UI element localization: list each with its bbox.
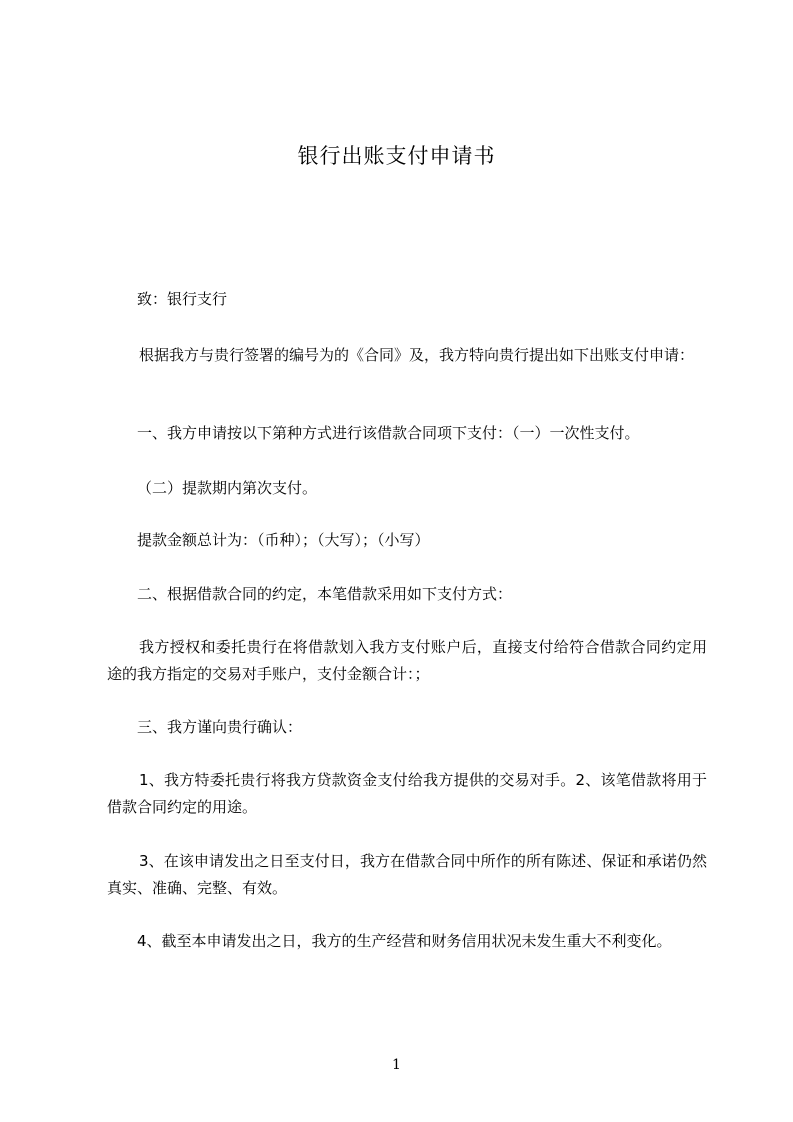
salutation: 致：银行支行 xyxy=(137,290,228,308)
confirmation-item-1-2: 1、我方特委托贵行将我方贷款资金支付给我方提供的交易对手。2、该笔借款将用于借款合同约定的用途。 xyxy=(107,771,707,816)
confirmation-item-3: 3、在该申请发出之日至支付日，我方在借款合同中所作的所有陈述、保证和承诺仍然真实、准确、完整、有效。 xyxy=(107,852,707,897)
section-three-paragraph: 三、我方谨向贵行确认： xyxy=(137,718,303,736)
confirmation-item-4: 4、截至本申请发出之日，我方的生产经营和财务信用状况未发生重大不利变化。 xyxy=(137,932,672,950)
amount-paragraph: 提款金额总计为：（币种）；（大写）；（小写） xyxy=(137,531,430,549)
document-title: 银行出账支付申请书 xyxy=(297,144,496,168)
intro-paragraph: 根据我方与贵行签署的编号为的《合同》及，我方特向贵行提出如下出账支付申请： xyxy=(139,346,695,364)
authorization-paragraph: 我方授权和委托贵行在将借款划入我方支付账户后，直接支付给符合借款合同约定用途的我方指定的交易对手账户，支付金额合计：； xyxy=(107,638,707,683)
section-two-paragraph: 二、根据借款合同的约定，本笔借款采用如下支付方式： xyxy=(137,585,513,603)
page-number: 1 xyxy=(392,1057,401,1073)
option-two-paragraph: （二）提款期内第次支付。 xyxy=(137,479,318,497)
section-one-paragraph: 一、我方申请按以下第种方式进行该借款合同项下支付：（一）一次性支付。 xyxy=(137,424,640,442)
